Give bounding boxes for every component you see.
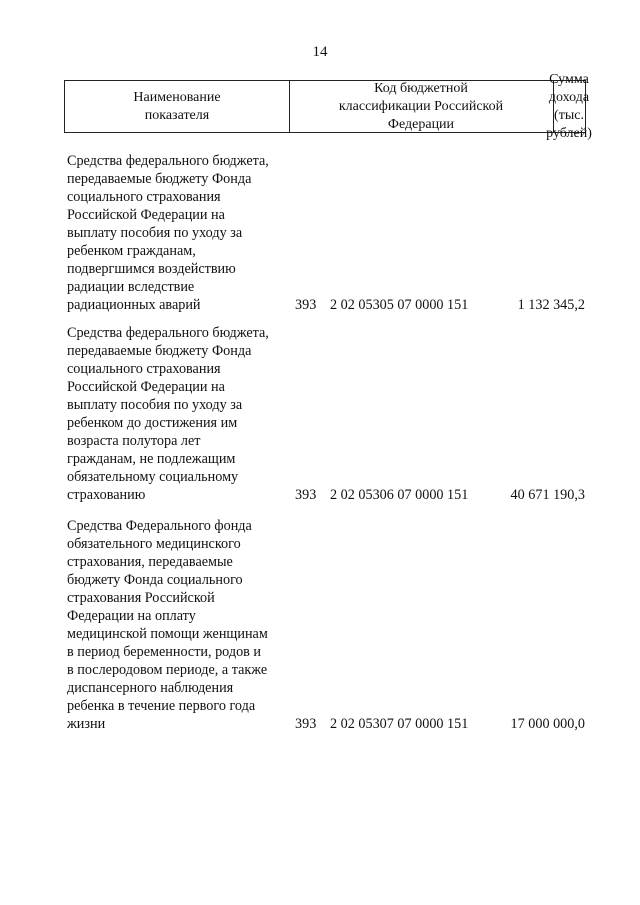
row-budget-code: 2 02 05305 07 0000 151 xyxy=(330,297,469,313)
row-budget-code: 2 02 05307 07 0000 151 xyxy=(330,716,469,732)
row-admin-code: 393 xyxy=(295,487,317,503)
row-amount: 40 671 190,3 xyxy=(510,487,585,503)
page-number: 14 xyxy=(312,44,328,60)
row-description: Средства федерального бюджета, передаваемые бюджету Фонда социального страхования Российской Федерации на выплату пособия по уходу за ребенком до достижения им возраста полутора лет гражданам, не подлежащим обязательному социальному страхованию xyxy=(67,325,269,503)
row-admin-code: 393 xyxy=(295,297,317,313)
header-income-sum: Сумма дохода (тыс. рублей) xyxy=(546,71,592,141)
row-amount: 17 000 000,0 xyxy=(510,716,585,732)
header-indicator-name: Наименование показателя xyxy=(65,81,290,132)
row-description: Средства федерального бюджета, передаваемые бюджету Фонда социального страхования Российской Федерации на выплату пособия по уходу за ребенком гражданам, подвергшимся воздействию радиации вследствие радиационных аварий xyxy=(67,153,269,313)
row-budget-code: 2 02 05306 07 0000 151 xyxy=(330,487,469,503)
row-amount: 1 132 345,2 xyxy=(517,297,585,313)
row-description: Средства Федерального фонда обязательного медицинского страхования, передаваемые бюджету Фонда социального страхования Российской Федерации на оплату медицинской помощи женщинам в период беременности, родов и в послеродовом периоде, а также диспансерного наблюдения ребенка в течение первого года жизни xyxy=(67,518,268,732)
header-budget-code: Код бюджетной классификации Российской Федерации xyxy=(289,81,554,132)
table-header xyxy=(64,71,592,141)
row-admin-code: 393 xyxy=(295,716,317,732)
